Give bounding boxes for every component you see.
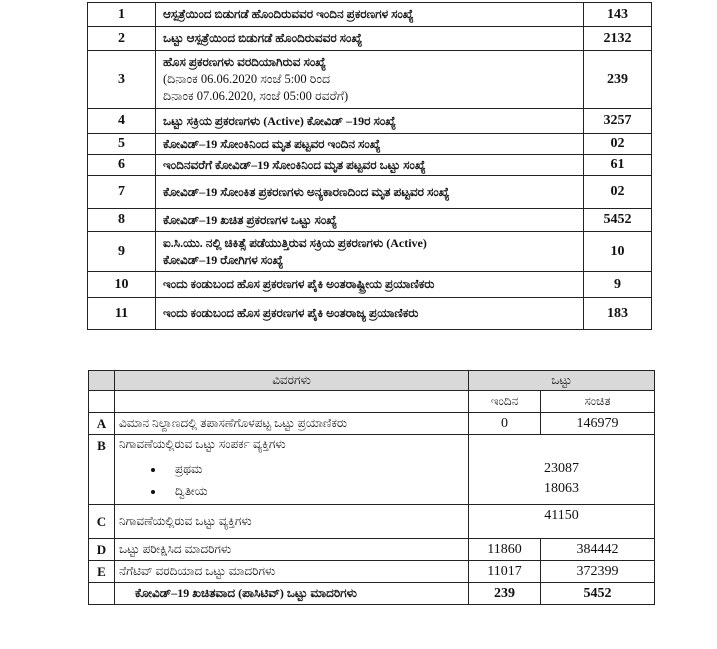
row-number: 11 [88, 298, 156, 330]
table-row [88, 51, 652, 109]
description-line: ಆಸ್ಪತ್ರೆಯಿಂದ ಬಿಡುಗಡೆ ಹೊಂದಿರುವವರ ಇಂದಿನ ಪ್ರಕರಣಗಳ ಸಂಖ್ಯೆ [163, 7, 414, 21]
row-key-blank [89, 583, 115, 605]
row-value: 61 [584, 155, 652, 176]
row-label: ನಿಗಾವಣೆಯಲ್ಲಿರುವ ಒಟ್ಟು ಸಂಪರ್ಕ ವ್ಯಕ್ತಿಗಳು [119, 437, 286, 451]
row-description [156, 272, 584, 298]
details-table [88, 370, 655, 605]
row-key: A [89, 413, 115, 435]
row-key: C [89, 505, 115, 539]
row-description [156, 155, 584, 176]
row-number: 8 [88, 209, 156, 232]
row-label: ಕೋವಿಡ್–19 ಖಚಿತವಾದ (ಪಾಸಿಟಿವ್) ಒಟ್ಟು ಮಾದರಿಗಳು [115, 583, 469, 605]
row-e [89, 561, 655, 583]
row-value: 10 [584, 232, 652, 272]
subheader-blank-desc [115, 391, 469, 413]
table-row [88, 109, 652, 134]
description-line: ಒಟ್ಟು ಸಕ್ರಿಯ ಪ್ರಕರಣಗಳು (Active) ಕೋವಿಡ್ –19ರ ಸಂಖ್ಯೆ [163, 113, 397, 128]
row-b [89, 435, 655, 505]
description-line: ಹೊಸ ಪ್ರಕರಣಗಳು ವರದಿಯಾಗಿರುವ ಸಂಖ್ಯೆ [163, 55, 327, 69]
today-value: 239 [469, 583, 541, 605]
table-row [88, 27, 652, 51]
row-value: 2132 [584, 27, 652, 51]
row-value: 9 [584, 272, 652, 298]
cumulative-value: 5452 [541, 583, 655, 605]
row-description [156, 109, 584, 134]
list-item: • ದ್ವಿತೀಯ [165, 480, 468, 502]
row-label: ಒಟ್ಟು ಪರೀಕ್ಷಿಸಿದ ಮಾದರಿಗಳು [115, 539, 469, 561]
row-a [89, 413, 655, 435]
row-number: 4 [88, 109, 156, 134]
row-description [156, 232, 584, 272]
header-details: ವಿವರಗಳು [115, 371, 469, 391]
row-description [156, 27, 584, 51]
row-description [156, 134, 584, 155]
header-today: ಇಂದಿನ [469, 391, 541, 413]
row-description [156, 176, 584, 209]
summary-table [87, 2, 652, 330]
row-description [156, 209, 584, 232]
cumulative-value: 372399 [541, 561, 655, 583]
description-line: ಇಂದು ಕಂಡುಬಂದ ಹೊಸ ಪ್ರಕರಣಗಳ ಪೈಕಿ ಅಂತರಾಜ್ಯ ಪ್ರಯಾಣಿಕರು [163, 306, 419, 320]
header-cumulative: ಸಂಚಿತ [541, 391, 655, 413]
table-row [88, 134, 652, 155]
description-line: ಇಂದು ಕಂಡುಬಂದ ಹೊಸ ಪ್ರಕರಣಗಳ ಪೈಕಿ ಅಂತರಾಷ್ಟ್ರೀಯ ಪ್ರಯಾಣಿಕರು [163, 277, 435, 291]
row-f [89, 583, 655, 605]
description-line: ಕೋವಿಡ್–19 ಸೋಂಕಿತ ಪ್ರಕರಣಗಳು ಅನ್ಯಕಾರಣದಿಂದ ಮೃತ ಪಟ್ಟವರ ಸಂಖ್ಯೆ [163, 184, 450, 199]
row-number: 7 [88, 176, 156, 209]
description-line: (ದಿನಾಂಕ 06.06.2020 ಸಂಜೆ 5:00 ರಿಂದ [163, 72, 331, 86]
row-number: 9 [88, 232, 156, 272]
table-row [88, 232, 652, 272]
row-number: 2 [88, 27, 156, 51]
row-label: ನೆಗೆಟಿವ್ ವರದಿಯಾದ ಒಟ್ಟು ಮಾದರಿಗಳು [115, 561, 469, 583]
row-number: 3 [88, 51, 156, 109]
row-value: 183 [584, 298, 652, 330]
description-line: ದಿನಾಂಕ 07.06.2020, ಸಂಜೆ 05:00 ರವರೆಗೆ) [163, 89, 349, 103]
table-row [88, 272, 652, 298]
row-description [156, 3, 584, 27]
row-label-cell [115, 435, 469, 505]
row-label: ನಿಗಾವಣೆಯಲ್ಲಿರುವ ಒಟ್ಟು ವ್ಯಕ್ತಿಗಳು [115, 505, 469, 539]
today-value: 0 [469, 413, 541, 435]
row-key: D [89, 539, 115, 561]
subheader-blank-key [89, 391, 115, 413]
description-line: ಒಟ್ಟು ಆಸ್ಪತ್ರೆಯಿಂದ ಬಿಡುಗಡೆ ಹೊಂದಿರುವವರ ಸಂಖ್ಯೆ [163, 31, 363, 45]
row-key: E [89, 561, 115, 583]
row-number: 10 [88, 272, 156, 298]
row-number: 1 [88, 3, 156, 27]
row-d [89, 539, 655, 561]
secondary-value: 18063 [544, 480, 579, 496]
today-value: 11860 [469, 539, 541, 561]
row-description [156, 298, 584, 330]
primary-value: 23087 [544, 460, 579, 476]
header-total: ಒಟ್ಟು [469, 371, 655, 391]
observation-value: 41150 [469, 505, 655, 539]
row-label: ವಿಮಾನ ನಿಲ್ದಾಣದಲ್ಲಿ ತಪಾಸಣೆಗೊಳಪಟ್ಟ ಒಟ್ಟು ಪ್ರಯಾಣಿಕರು [115, 413, 469, 435]
contacts-values [469, 435, 655, 505]
summary-table-body [88, 3, 652, 330]
row-number: 5 [88, 134, 156, 155]
contact-list [119, 458, 468, 502]
description-line: ಕೋವಿಡ್–19 ಖಚಿತ ಪ್ರಕರಣಗಳ ಒಟ್ಟು ಸಂಖ್ಯೆ [163, 212, 338, 227]
description-line: ಐ.ಸಿ.ಯು. ನಲ್ಲಿ ಚಿಕಿತ್ಸೆ ಪಡೆಯುತ್ತಿರುವ ಸಕ್ರಿಯ ಪ್ರಕರಣಗಳು (Active) [163, 235, 427, 250]
header-blank-cell [89, 371, 115, 391]
today-value: 11017 [469, 561, 541, 583]
row-value: 5452 [584, 209, 652, 232]
row-value: 02 [584, 134, 652, 155]
row-key: B [89, 435, 115, 505]
description-line: ಕೋವಿಡ್–19 ಸೋಂಕಿನಿಂದ ಮೃತ ಪಟ್ಟವರ ಇಂದಿನ ಸಂಖ್ಯೆ [163, 136, 381, 151]
table-row [88, 3, 652, 27]
row-value: 143 [584, 3, 652, 27]
row-c [89, 505, 655, 539]
table-row [88, 176, 652, 209]
description-line: ಕೋವಿಡ್–19 ರೋಗಿಗಳ ಸಂಖ್ಯೆ [163, 252, 284, 267]
row-value: 02 [584, 176, 652, 209]
cumulative-value: 384442 [541, 539, 655, 561]
row-number: 6 [88, 155, 156, 176]
row-value: 239 [584, 51, 652, 109]
table-row [88, 298, 652, 330]
row-description [156, 51, 584, 109]
cumulative-value: 146979 [541, 413, 655, 435]
description-line: ಇಂದಿನವರೆಗೆ ಕೋವಿಡ್–19 ಸೋಂಕಿನಿಂದ ಮೃತ ಪಟ್ಟವರ ಒಟ್ಟು ಸಂಖ್ಯೆ [163, 157, 426, 172]
table-row [88, 155, 652, 176]
row-value: 3257 [584, 109, 652, 134]
table-row [88, 209, 652, 232]
list-item: • ಪ್ರಥಮ [165, 458, 468, 480]
